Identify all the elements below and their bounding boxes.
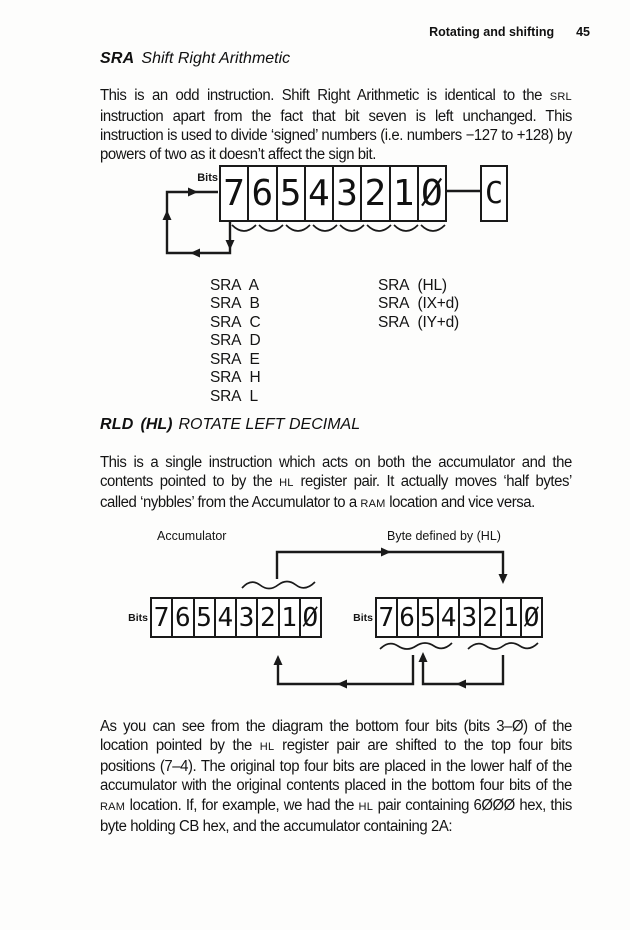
text-run: This is an odd instruction. Shift Right Arithmetic is identical to the — [100, 86, 550, 104]
bit-cell-4: 4 — [306, 167, 334, 220]
list-item: SRA L — [210, 387, 258, 405]
bit-cell-4: 4 — [216, 599, 237, 636]
bit-cell-5: 5 — [419, 599, 440, 636]
bit-cell-2: 2 — [481, 599, 502, 636]
sra-instruction-list-right — [378, 277, 459, 332]
text-run-smallcaps: HL — [358, 800, 374, 813]
accumulator-label: Accumulator — [157, 529, 227, 543]
bit-cell-3: 3 — [237, 599, 258, 636]
hl-high-nibble-brace — [380, 643, 452, 649]
text-run: pair containing 6ØØØ hex, this byte holding CB hex, and the accumulator containing 2A: — [100, 796, 572, 835]
bit-cell-4: 4 — [439, 599, 460, 636]
page-header — [429, 25, 590, 39]
rld-mnemonic: RLD — [100, 416, 134, 433]
rld-operand: (HL) — [140, 416, 173, 433]
bit-cell-7: 7 — [221, 167, 249, 220]
list-item: SRA E — [210, 350, 260, 368]
sra-heading-title: Shift Right Arithmetic — [141, 50, 291, 67]
right-shift-arcs — [232, 225, 445, 231]
rld-description — [100, 453, 572, 515]
rld-closing-paragraph — [100, 717, 572, 837]
text-run-smallcaps: RAM — [360, 498, 386, 511]
list-item: SRA (IX+d) — [378, 295, 459, 313]
list-item: SRA (IY+d) — [378, 313, 459, 331]
text-run-smallcaps: RAM — [100, 800, 126, 813]
sra-heading — [100, 50, 290, 68]
list-item: SRA B — [210, 295, 260, 313]
text-run: location and vice versa. — [385, 494, 535, 512]
text-run: location. If, for example, we had the — [125, 796, 359, 814]
list-item: SRA H — [210, 369, 261, 387]
text-run: register pair are shifted to the top four bits positions (7–4). The original top four bits are placed in the lower half of the accumulator with the original contents placed in the bottom four bits of the — [100, 736, 572, 795]
bit-cell-5: 5 — [195, 599, 216, 636]
bit-cell-1: 1 — [280, 599, 301, 636]
hl-low-nibble-brace — [468, 643, 538, 649]
text-run-smallcaps: HL — [259, 740, 275, 753]
text-run: This is a single instruction which acts on both the accumulator and the contents pointed to by the — [100, 453, 572, 490]
sra-mnemonic: SRA — [100, 50, 135, 67]
bit-cell-7: 7 — [152, 599, 173, 636]
sra-shift-diagram — [140, 158, 530, 268]
sra-description — [100, 86, 572, 165]
bit-cell-0: Ø — [523, 602, 540, 633]
accumulator-register — [150, 597, 322, 638]
text-run-smallcaps: HL — [279, 476, 294, 489]
list-item: SRA A — [210, 277, 259, 294]
bit-cell-0: Ø — [302, 602, 319, 633]
bit-cell-5: 5 — [278, 167, 306, 220]
rld-heading-title: ROTATE LEFT DECIMAL — [178, 416, 361, 433]
sra-instruction-list-left — [210, 277, 261, 406]
acc-low-nibble-brace — [242, 582, 315, 589]
bit-cell-2: 2 — [258, 599, 279, 636]
page-number: 45 — [576, 25, 590, 39]
bit-cell-0: Ø — [421, 173, 443, 214]
hl-low-to-high-arrow — [423, 655, 503, 684]
hl-to-acc-arrow — [278, 655, 413, 684]
section-title: Rotating and shifting — [429, 25, 555, 39]
list-item: SRA C — [210, 313, 261, 331]
bit-cell-6: 6 — [398, 599, 419, 636]
bit-cell-2: 2 — [362, 167, 390, 220]
sra-register — [219, 165, 447, 222]
hl-byte-register — [375, 597, 543, 638]
list-item: SRA D — [210, 332, 261, 350]
carry-box: C — [480, 165, 508, 222]
bit-cell-7: 7 — [377, 599, 398, 636]
bits-label: Bits — [197, 172, 218, 184]
text-run: As you can see from the diagram the bottom four bits (bits 3–Ø) of the location pointed by the — [100, 717, 572, 754]
acc-to-hl-arrow — [277, 552, 503, 579]
text-run-smallcaps: SRL — [549, 90, 572, 103]
bit-cell-3: 3 — [334, 167, 362, 220]
rld-heading — [100, 416, 360, 434]
text-run: instruction apart from the fact that bit seven is left unchanged. This instruction is used to divide ‘signed’ numbers (i.e. numbers −127 to +128) by powers of two as it doesn’t affect the sign bit. — [100, 107, 572, 164]
bit-cell-6: 6 — [249, 167, 277, 220]
bit-cell-1: 1 — [502, 599, 523, 636]
list-item: SRA (HL) — [378, 277, 447, 294]
bit-cell-6: 6 — [173, 599, 194, 636]
text-run: register pair. It actually moves ‘half bytes’ called ‘nybbles’ from the Accumulator to a — [100, 472, 572, 512]
bit-cell-3: 3 — [460, 599, 481, 636]
bits-label: Bits — [128, 612, 148, 624]
bit-cell-1: 1 — [391, 167, 419, 220]
hl-byte-label: Byte defined by (HL) — [387, 529, 501, 543]
bits-label: Bits — [353, 612, 373, 624]
rld-nibble-diagram — [95, 527, 570, 697]
